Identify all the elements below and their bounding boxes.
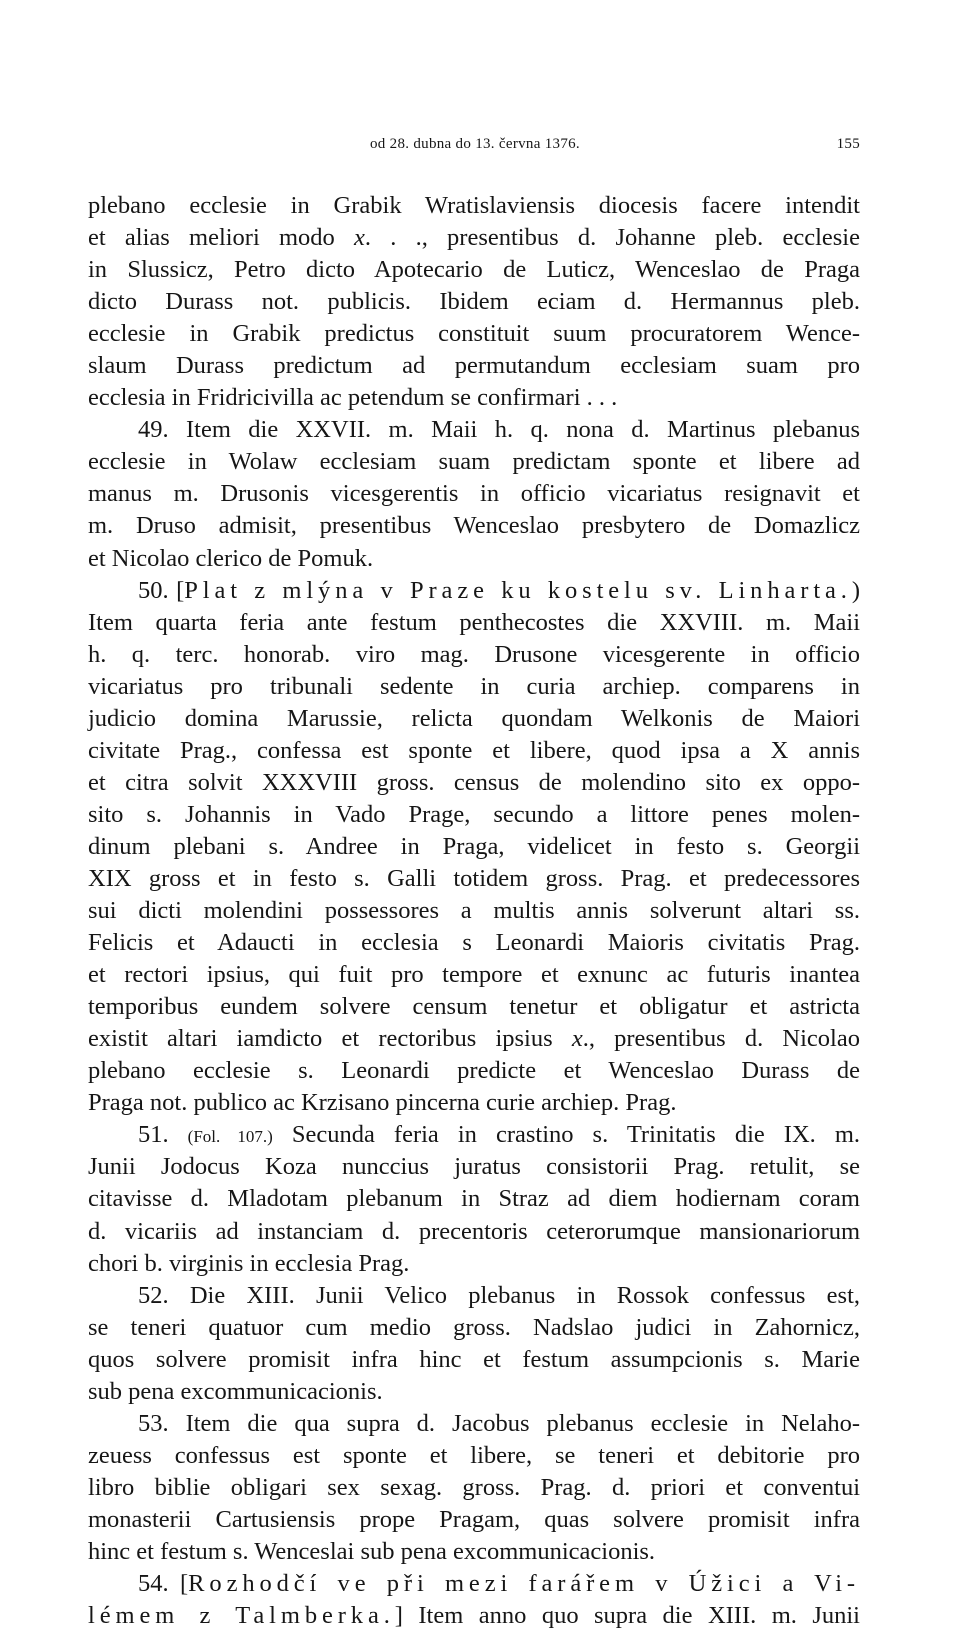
italic-mark: x xyxy=(571,1025,583,1053)
folio-reference: (Fol. 107.) xyxy=(187,1127,273,1147)
body-text xyxy=(88,190,860,1632)
text-line: et alias meliori modo x. . ., presentibus d. Johanne pleb. ecclesie xyxy=(88,224,860,252)
text-line: 52. Die XIII. Junii Velico plebanus in Rossok confessus est, xyxy=(138,1281,860,1309)
text-line: sito s. Johannis in Vado Prage, secundo a littore penes molen- xyxy=(88,800,860,828)
text-line: lémem z Talmberka.] Item anno quo supra die XIII. m. Junii xyxy=(88,1602,860,1630)
spaced-heading: lémem z Talmberka. xyxy=(88,1602,395,1630)
text-line: plebano ecclesie s. Leonardi predicte et Wenceslao Durass de xyxy=(88,1057,860,1085)
text-line: in Slussicz, Petro dicto Apotecario de Luticz, Wenceslao de Praga xyxy=(88,256,860,284)
text-line: plebano ecclesie in Grabik Wratislaviensis diocesis facere intendit xyxy=(88,192,860,219)
text-line: sui dicti molendini possessores a multis annis solverunt altari ss. xyxy=(88,897,860,925)
text-line: vicariatus pro tribunali sedente in curia archiep. comparens in xyxy=(88,672,860,700)
spaced-heading: Plat z mlýna v Praze ku kostelu sv. Linharta. xyxy=(184,576,852,604)
text-line: slaum Durass predictum ad permutandum ecclesiam suam pro xyxy=(88,352,860,380)
text-line: zeuess confessus est sponte et libere, se teneri et debitorie pro xyxy=(88,1441,860,1469)
text-line: 50. [Plat z mlýna v Praze ku kostelu sv. Linharta.) xyxy=(138,576,860,604)
text-line: dinum plebani s. Andree in Praga, videlicet in festo s. Georgii xyxy=(88,832,860,860)
text-line: se teneri quatuor cum medio gross. Nadslao judici in Zahornicz, xyxy=(88,1313,860,1341)
text-line: libro biblie obligari sex sexag. gross. Prag. d. priori et conventui xyxy=(88,1473,860,1501)
text-line: 49. Item die XXVII. m. Maii h. q. nona d. Martinus plebanus xyxy=(138,416,860,444)
text-line: dicto Durass not. publicis. Ibidem eciam d. Hermannus pleb. xyxy=(88,288,860,316)
text-line: 54. [Rozhodčí ve při mezi farářem v Úžici a Vi- xyxy=(138,1570,860,1598)
text-line: citavisse d. Mladotam plebanum in Straz ad diem hodiernam coram xyxy=(88,1185,860,1213)
text-line: d. vicariis ad instanciam d. precentoris ceterorumque mansionariorum xyxy=(88,1217,860,1245)
text-line: sub pena excommunicacionis. xyxy=(88,1377,383,1405)
text-line: civitate Prag., confessa est sponte et libere, quod ipsa a X annis xyxy=(88,736,860,764)
text-line: monasterii Cartusiensis prope Pragam, quas solvere promisit infra xyxy=(88,1505,860,1533)
text-line: 53. Item die qua supra d. Jacobus plebanus ecclesie in Nelaho- xyxy=(138,1409,860,1437)
text-line: h. q. terc. honorab. viro mag. Drusone vicesgerente in officio xyxy=(88,640,860,668)
text-line: m. Druso admisit, presentibus Wenceslao presbytero de Domazlicz xyxy=(88,512,860,540)
text-line: ecclesie in Wolaw ecclesiam suam predictam sponte et libere ad xyxy=(88,448,860,476)
text-line: manus m. Drusonis vicesgerentis in officio vicariatus resignavit et xyxy=(88,480,860,508)
text-line: Felicis et Adaucti in ecclesia s Leonardi Maioris civitatis Prag. xyxy=(88,929,860,957)
text-line: existit altari iamdicto et rectoribus ipsius x., presentibus d. Nicolao xyxy=(88,1025,860,1053)
text-line: Junii Jodocus Koza nunccius juratus consistorii Prag. retulit, se xyxy=(88,1153,860,1181)
running-title: od 28. dubna do 13. června 1376. xyxy=(370,136,580,152)
running-head xyxy=(90,136,860,160)
text-line: judicio domina Marussie, relicta quondam Welkonis de Maiori xyxy=(88,704,860,732)
text-line: et rectori ipsius, qui fuit pro tempore et exnunc ac futuris inantea xyxy=(88,961,860,989)
italic-mark: x xyxy=(354,224,365,252)
text-line: ecclesie in Grabik predictus constituit suum procuratorem Wence- xyxy=(88,320,860,348)
text-line: XIX gross et in festo s. Galli totidem gross. Prag. et predecessores xyxy=(88,864,860,892)
text-line: 51. (Fol. 107.) Secunda feria in crastino s. Trinitatis die IX. m. xyxy=(138,1121,860,1149)
text-line: et Nicolao clerico de Pomuk. xyxy=(88,544,374,572)
page-number: 155 xyxy=(836,136,860,152)
text-line: chori b. virginis in ecclesia Prag. xyxy=(88,1249,410,1277)
text-line: et citra solvit XXXVIII gross. census de molendino sito ex oppo- xyxy=(88,768,860,796)
text-line: temporibus eundem solvere censum tenetur et obligatur et astricta xyxy=(88,993,860,1021)
text-line: Item quarta feria ante festum penthecostes die XXVIII. m. Maii xyxy=(88,608,860,636)
text-line: Praga not. publico ac Krzisano pincerna curie archiep. Prag. xyxy=(88,1089,677,1117)
text-line: hinc et festum s. Wenceslai sub pena excommunicacionis. xyxy=(88,1537,656,1565)
text-line: quos solvere promisit infra hinc et festum assumpcionis s. Marie xyxy=(88,1345,860,1373)
spaced-heading: Rozhodčí ve při mezi farářem v Úžici a Vi- xyxy=(188,1570,860,1598)
text-line: ecclesia in Fridricivilla ac petendum se confirmari . . . xyxy=(88,384,618,412)
